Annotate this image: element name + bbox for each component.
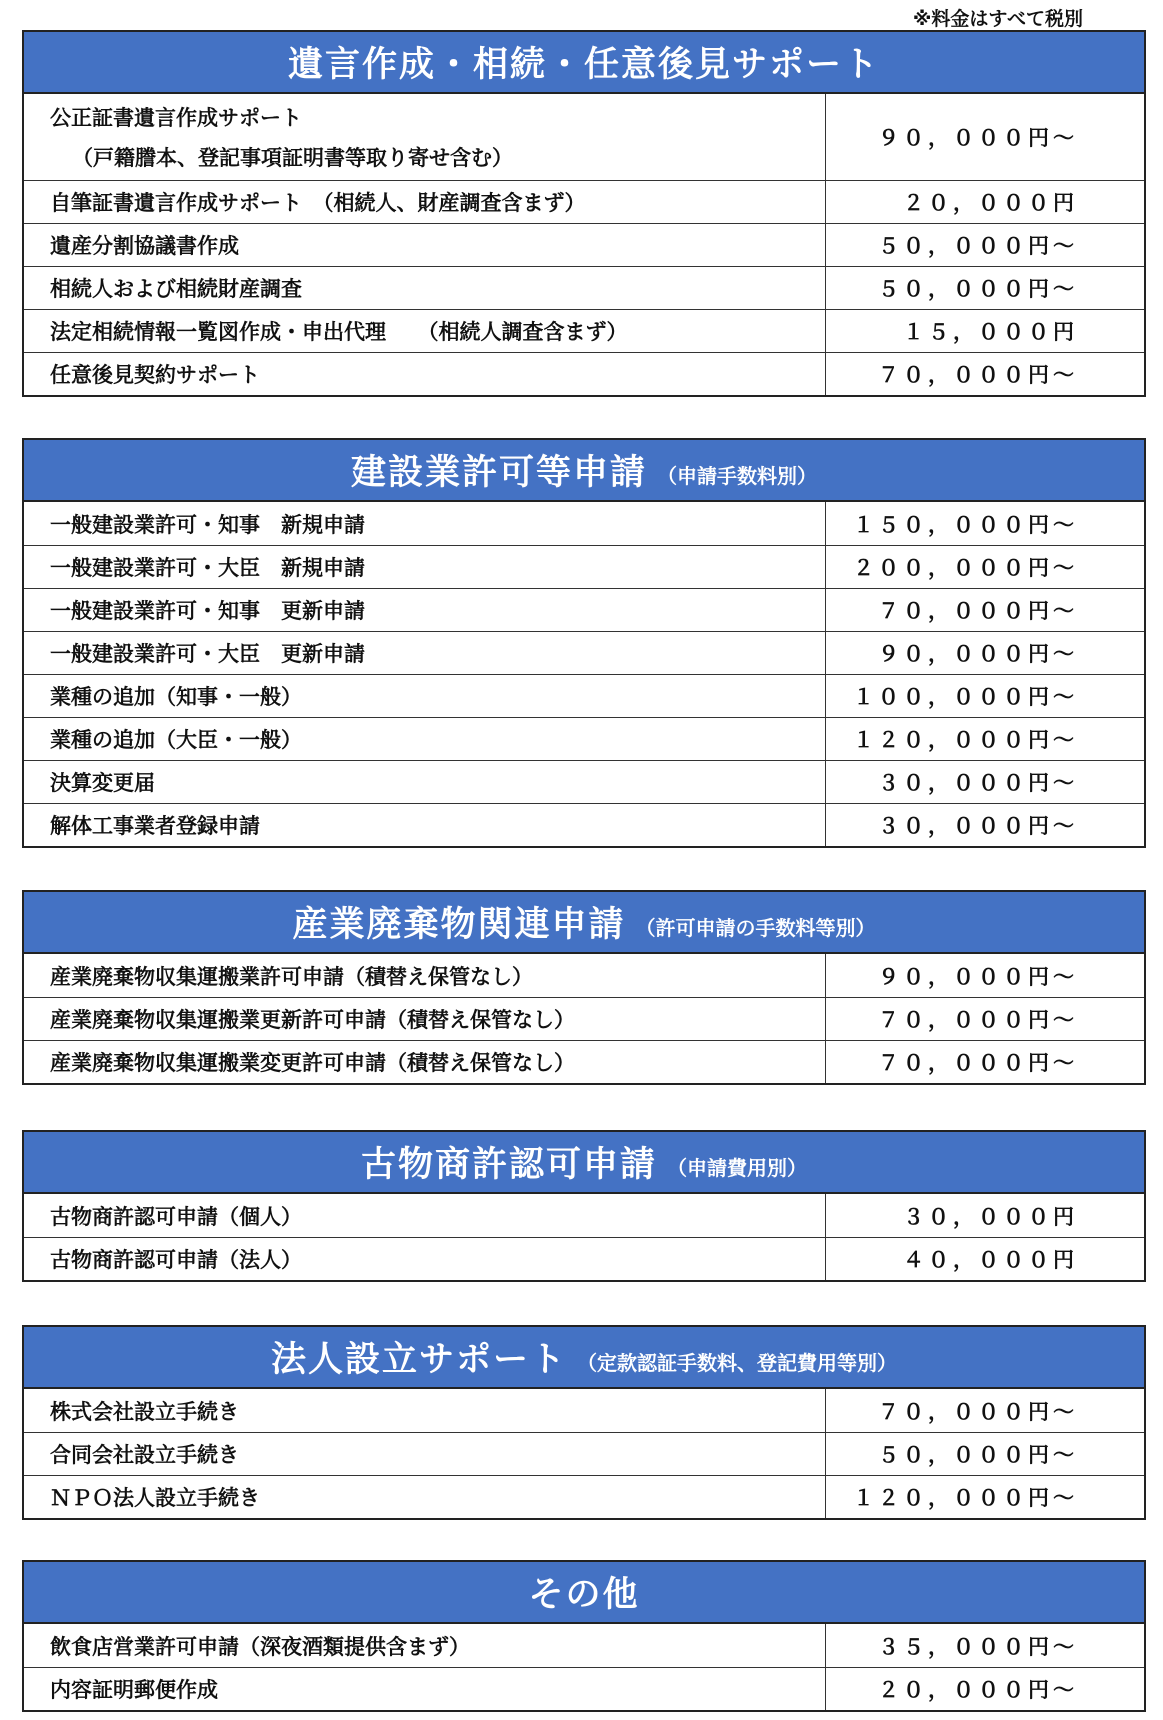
service-price: ２００，０００円～ xyxy=(853,556,1078,580)
price-section xyxy=(22,30,1146,397)
service-price: ２０，０００円～ xyxy=(878,1678,1078,1702)
service-name: 合同会社設立手続き xyxy=(50,1443,239,1467)
table-row xyxy=(24,1237,1144,1280)
service-name-cell xyxy=(24,1194,826,1237)
service-name: 法定相続情報一覧図作成・申出代理 （相続人調査含まず） xyxy=(50,320,628,344)
table-row xyxy=(24,1389,1144,1432)
service-name-cell xyxy=(24,1041,826,1083)
section-title: 古物商許認可申請 xyxy=(360,1145,657,1185)
service-name-cell xyxy=(24,675,826,717)
price-section xyxy=(22,1325,1146,1520)
table-row xyxy=(24,1432,1144,1475)
table-row xyxy=(24,502,1144,545)
table-row xyxy=(24,266,1144,309)
section-title: 産業廃棄物関連申請 xyxy=(292,905,626,945)
price-section xyxy=(22,438,1146,848)
service-name-cell xyxy=(24,1476,826,1518)
service-name-cell xyxy=(24,181,826,223)
section-header xyxy=(24,440,1144,502)
service-name: 任意後見契約サポート xyxy=(50,363,260,387)
service-name-cell xyxy=(24,353,826,395)
section-note: （許可申請の手数料等別） xyxy=(635,915,876,940)
table-row xyxy=(24,1194,1144,1237)
service-name-cell xyxy=(24,224,826,266)
service-name-cell xyxy=(24,804,826,846)
section-title: 法人設立サポート xyxy=(270,1340,567,1380)
service-name-cell xyxy=(24,546,826,588)
table-row xyxy=(24,997,1144,1040)
service-price: ５０，０００円～ xyxy=(878,277,1078,301)
section-note: （申請費用別） xyxy=(667,1155,807,1180)
table-row xyxy=(24,1475,1144,1518)
section-header xyxy=(24,1562,1144,1624)
service-name: 一般建設業許可・知事 新規申請 xyxy=(50,512,365,537)
table-row xyxy=(24,1040,1144,1083)
service-name-cell xyxy=(24,589,826,631)
service-name: 遺産分割協議書作成 xyxy=(50,234,239,258)
service-name-cell xyxy=(24,94,826,180)
service-name-cell xyxy=(24,310,826,352)
service-name: 相続人および相続財産調査 xyxy=(50,277,302,301)
table-row xyxy=(24,1667,1144,1710)
section-header xyxy=(24,892,1144,954)
service-price: ７０，０００円～ xyxy=(878,1008,1078,1032)
service-price: １２０，０００円～ xyxy=(853,1486,1078,1510)
service-name-cell xyxy=(24,632,826,674)
service-name: 決算変更届 xyxy=(50,771,155,795)
service-name-cell xyxy=(24,718,826,760)
service-name: 株式会社設立手続き xyxy=(50,1399,239,1424)
service-name-cell xyxy=(24,1624,826,1667)
service-name: 一般建設業許可・知事 更新申請 xyxy=(50,599,365,623)
service-name-cell xyxy=(24,502,826,545)
table-row xyxy=(24,545,1144,588)
section-title: その他 xyxy=(528,1575,640,1615)
table-row xyxy=(24,717,1144,760)
service-price: ９０，０００円～ xyxy=(878,642,1078,666)
service-price: ３５，０００円～ xyxy=(878,1634,1078,1659)
price-section xyxy=(22,1130,1146,1282)
service-name: 自筆証書遺言作成サポート （相続人、財産調査含まず） xyxy=(50,191,586,215)
table-row xyxy=(24,1624,1144,1667)
service-name: 公正証書遺言作成サポート xyxy=(50,106,302,130)
service-name-cell xyxy=(24,1668,826,1710)
service-price: ２０，０００円 xyxy=(903,191,1078,215)
service-name-cell xyxy=(24,1433,826,1475)
service-price: ３０，０００円～ xyxy=(878,814,1078,838)
service-name: 解体工事業者登録申請 xyxy=(50,814,260,838)
section-table xyxy=(24,954,1144,1083)
service-subnote: （戸籍謄本、登記事項証明書等取り寄せ含む） xyxy=(72,146,513,170)
table-row xyxy=(24,674,1144,717)
table-row xyxy=(24,223,1144,266)
service-name-cell xyxy=(24,1389,826,1432)
service-name: ＮＰＯ法人設立手続き xyxy=(50,1486,260,1510)
section-table xyxy=(24,94,1144,395)
service-name: 一般建設業許可・大臣 新規申請 xyxy=(50,556,365,580)
table-row xyxy=(24,954,1144,997)
service-price: ５０，０００円～ xyxy=(878,1443,1078,1467)
section-note: （定款認証手数料、登記費用等別） xyxy=(577,1350,897,1375)
table-row xyxy=(24,180,1144,223)
price-section xyxy=(22,1560,1146,1712)
service-price: ７０，０００円～ xyxy=(878,1051,1078,1075)
service-name-cell xyxy=(24,1238,826,1280)
table-row xyxy=(24,588,1144,631)
table-row xyxy=(24,94,1144,180)
price-section xyxy=(22,890,1146,1085)
section-table xyxy=(24,1194,1144,1280)
section-note: （申請手数料別） xyxy=(657,463,817,488)
service-price: ７０，０００円～ xyxy=(878,363,1078,387)
service-price: ７０，０００円～ xyxy=(878,1399,1078,1424)
service-name-cell xyxy=(24,998,826,1040)
service-name: 内容証明郵便作成 xyxy=(50,1678,218,1702)
service-price: ３０，０００円～ xyxy=(878,771,1078,795)
table-row xyxy=(24,631,1144,674)
service-name: 業種の追加（知事・一般） xyxy=(50,685,302,709)
section-table xyxy=(24,502,1144,846)
service-price: １２０，０００円～ xyxy=(853,728,1078,752)
section-title: 遺言作成・相続・任意後見サポート xyxy=(287,45,880,85)
section-title: 建設業許可等申請 xyxy=(350,453,647,493)
section-table xyxy=(24,1389,1144,1518)
table-row xyxy=(24,352,1144,395)
service-name: 古物商許認可申請（法人） xyxy=(50,1248,302,1272)
service-price: ５０，０００円～ xyxy=(878,234,1078,258)
service-price: ９０，０００円～ xyxy=(878,964,1078,989)
service-name-cell xyxy=(24,267,826,309)
service-price: ９０，０００円～ xyxy=(878,126,1078,150)
service-name: 飲食店営業許可申請（深夜酒類提供含まず） xyxy=(50,1634,470,1659)
service-name: 産業廃棄物収集運搬業許可申請（積替え保管なし） xyxy=(50,964,533,989)
service-name: 業種の追加（大臣・一般） xyxy=(50,728,302,752)
service-price: １００，０００円～ xyxy=(853,685,1078,709)
section-header xyxy=(24,32,1144,94)
service-price: １５，０００円 xyxy=(903,320,1078,344)
service-name-cell xyxy=(24,954,826,997)
service-name: 産業廃棄物収集運搬業更新許可申請（積替え保管なし） xyxy=(50,1008,575,1032)
table-row xyxy=(24,760,1144,803)
service-name: 産業廃棄物収集運搬業変更許可申請（積替え保管なし） xyxy=(50,1051,575,1075)
section-table xyxy=(24,1624,1144,1710)
service-name: 一般建設業許可・大臣 更新申請 xyxy=(50,642,365,666)
table-row xyxy=(24,803,1144,846)
service-price: ３０，０００円 xyxy=(903,1204,1078,1229)
service-price: ４０，０００円 xyxy=(903,1248,1078,1272)
service-price: ７０，０００円～ xyxy=(878,599,1078,623)
table-row xyxy=(24,309,1144,352)
section-header xyxy=(24,1327,1144,1389)
section-header xyxy=(24,1132,1144,1194)
service-name: 古物商許認可申請（個人） xyxy=(50,1204,302,1229)
tax-note: ※料金はすべて税別 xyxy=(912,8,1083,30)
service-name-cell xyxy=(24,761,826,803)
service-price: １５０，０００円～ xyxy=(853,512,1078,537)
